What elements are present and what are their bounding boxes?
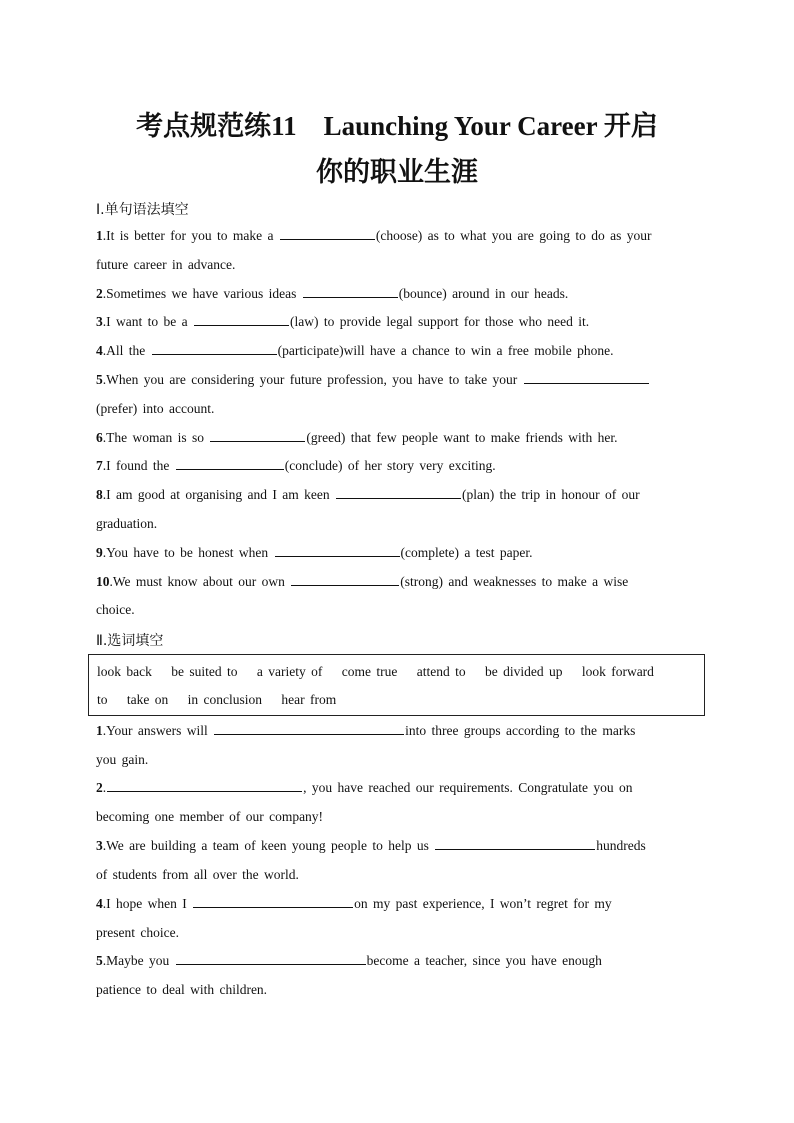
word-bank-phrase: hear from xyxy=(281,692,337,707)
question-number: 3 xyxy=(96,314,103,329)
s2-question-5 xyxy=(96,953,602,969)
word-bank-row-1 xyxy=(97,664,654,680)
answer-blank[interactable] xyxy=(107,780,302,792)
s1-question-4 xyxy=(96,343,613,359)
question-text: become a teacher, since you have enough xyxy=(366,953,602,968)
question-text: (complete) a test paper. xyxy=(400,545,533,560)
word-bank-phrase: be suited to xyxy=(171,664,238,679)
question-text: on my past experience, I won’t regret for my xyxy=(354,896,612,911)
answer-blank[interactable] xyxy=(336,487,461,499)
answer-blank[interactable] xyxy=(303,286,398,298)
answer-blank[interactable] xyxy=(194,314,289,326)
answer-blank[interactable] xyxy=(193,896,353,908)
answer-blank[interactable] xyxy=(176,458,284,470)
question-number: 9 xyxy=(96,545,103,560)
question-text: . xyxy=(102,780,107,795)
question-text: .It is better for you to make a xyxy=(102,228,279,243)
question-text: , you have reached our requirements. Congratulate you on xyxy=(303,780,633,795)
question-text: hundreds xyxy=(596,838,646,853)
question-text: (strong) and weaknesses to make a wise xyxy=(400,574,629,589)
s1-question-8 xyxy=(96,487,640,503)
answer-blank[interactable] xyxy=(176,953,366,965)
s2-question-1 xyxy=(96,723,635,739)
s1-question-2 xyxy=(96,286,568,302)
word-bank-phrase: come true xyxy=(341,664,398,679)
answer-blank[interactable] xyxy=(524,372,649,384)
word-bank-box xyxy=(88,654,705,716)
question-text: .I found the xyxy=(102,458,175,473)
word-bank-phrase: look forward xyxy=(581,664,654,679)
question-number: 4 xyxy=(96,896,103,911)
question-number: 8 xyxy=(96,487,103,502)
question-text: (plan) the trip in honour of our xyxy=(461,487,640,502)
question-text: (greed) that few people want to make friends with her. xyxy=(306,430,618,445)
s2-question-2 xyxy=(96,780,633,796)
question-number: 1 xyxy=(96,723,103,738)
question-number: 4 xyxy=(96,343,103,358)
word-bank-phrase: attend to xyxy=(416,664,466,679)
s2-question-3-cont: of students from all over the world. xyxy=(96,867,299,882)
question-number: 10 xyxy=(96,574,110,589)
question-number: 1 xyxy=(96,228,103,243)
question-text: .Your answers will xyxy=(102,723,214,738)
s2-question-5-cont: patience to deal with children. xyxy=(96,982,268,997)
s2-question-1-cont: you gain. xyxy=(96,752,149,767)
question-number: 7 xyxy=(96,458,103,473)
question-text: into three groups according to the marks xyxy=(405,723,636,738)
question-text: .All the xyxy=(102,343,151,358)
word-bank-phrase: take on xyxy=(126,692,169,707)
s2-question-4-cont: present choice. xyxy=(96,925,179,940)
s1-question-9 xyxy=(96,545,532,561)
answer-blank[interactable] xyxy=(152,343,277,355)
question-text: (conclude) of her story very exciting. xyxy=(284,458,496,473)
answer-blank[interactable] xyxy=(280,228,375,240)
question-number: 6 xyxy=(96,430,103,445)
page-title-line-2: 你的职业生涯 xyxy=(316,157,478,187)
question-text: (law) to provide legal support for those who need it. xyxy=(289,314,590,329)
question-text: .I want to be a xyxy=(102,314,193,329)
question-text: (bounce) around in our heads. xyxy=(398,286,569,301)
s1-question-6 xyxy=(96,430,618,446)
s1-question-7 xyxy=(96,458,496,474)
question-text: .You have to be honest when xyxy=(102,545,274,560)
word-bank-row-2 xyxy=(97,692,336,708)
answer-blank[interactable] xyxy=(435,838,595,850)
s1-question-1 xyxy=(96,228,652,244)
question-number: 5 xyxy=(96,372,103,387)
word-bank-phrase: a variety of xyxy=(256,664,323,679)
question-text: .Maybe you xyxy=(102,953,175,968)
s1-question-1-cont: future career in advance. xyxy=(96,257,236,272)
question-text: (choose) as to what you are going to do as your xyxy=(375,228,652,243)
question-text: .The woman is so xyxy=(102,430,210,445)
question-number: 2 xyxy=(96,286,103,301)
page-title-line-1: 考点规范练11 Launching Your Career 开启 xyxy=(136,111,658,141)
word-bank-phrase: to xyxy=(97,692,108,707)
s1-question-8-cont: graduation. xyxy=(96,516,158,531)
question-number: 3 xyxy=(96,838,103,853)
answer-blank[interactable] xyxy=(275,545,400,557)
s1-question-10-cont: choice. xyxy=(96,602,135,617)
question-number: 2 xyxy=(96,780,103,795)
question-text: .We must know about our own xyxy=(109,574,291,589)
question-text: .Sometimes we have various ideas xyxy=(102,286,302,301)
s2-question-2-cont: becoming one member of our company! xyxy=(96,809,324,824)
question-text: .I am good at organising and I am keen xyxy=(102,487,335,502)
s1-question-3 xyxy=(96,314,589,330)
s2-question-3 xyxy=(96,838,646,854)
s2-question-4 xyxy=(96,896,612,912)
section-2-heading: Ⅱ.选词填空 xyxy=(96,633,164,649)
s1-question-5 xyxy=(96,372,650,388)
word-bank-phrase: look back xyxy=(97,664,152,679)
s1-question-10 xyxy=(96,574,628,590)
answer-blank[interactable] xyxy=(210,430,305,442)
question-text: (participate)will have a chance to win a free mobile phone. xyxy=(277,343,614,358)
answer-blank[interactable] xyxy=(291,574,399,586)
question-number: 5 xyxy=(96,953,103,968)
word-bank-phrase: in conclusion xyxy=(187,692,263,707)
section-1-heading: Ⅰ.单句语法填空 xyxy=(96,202,189,218)
question-text: .We are building a team of keen young people to help us xyxy=(102,838,435,853)
s1-question-5-cont: (prefer) into account. xyxy=(96,401,215,416)
question-text: .When you are considering your future profession, you have to take your xyxy=(102,372,523,387)
word-bank-phrase: be divided up xyxy=(484,664,563,679)
question-text: .I hope when I xyxy=(102,896,193,911)
answer-blank[interactable] xyxy=(214,723,404,735)
